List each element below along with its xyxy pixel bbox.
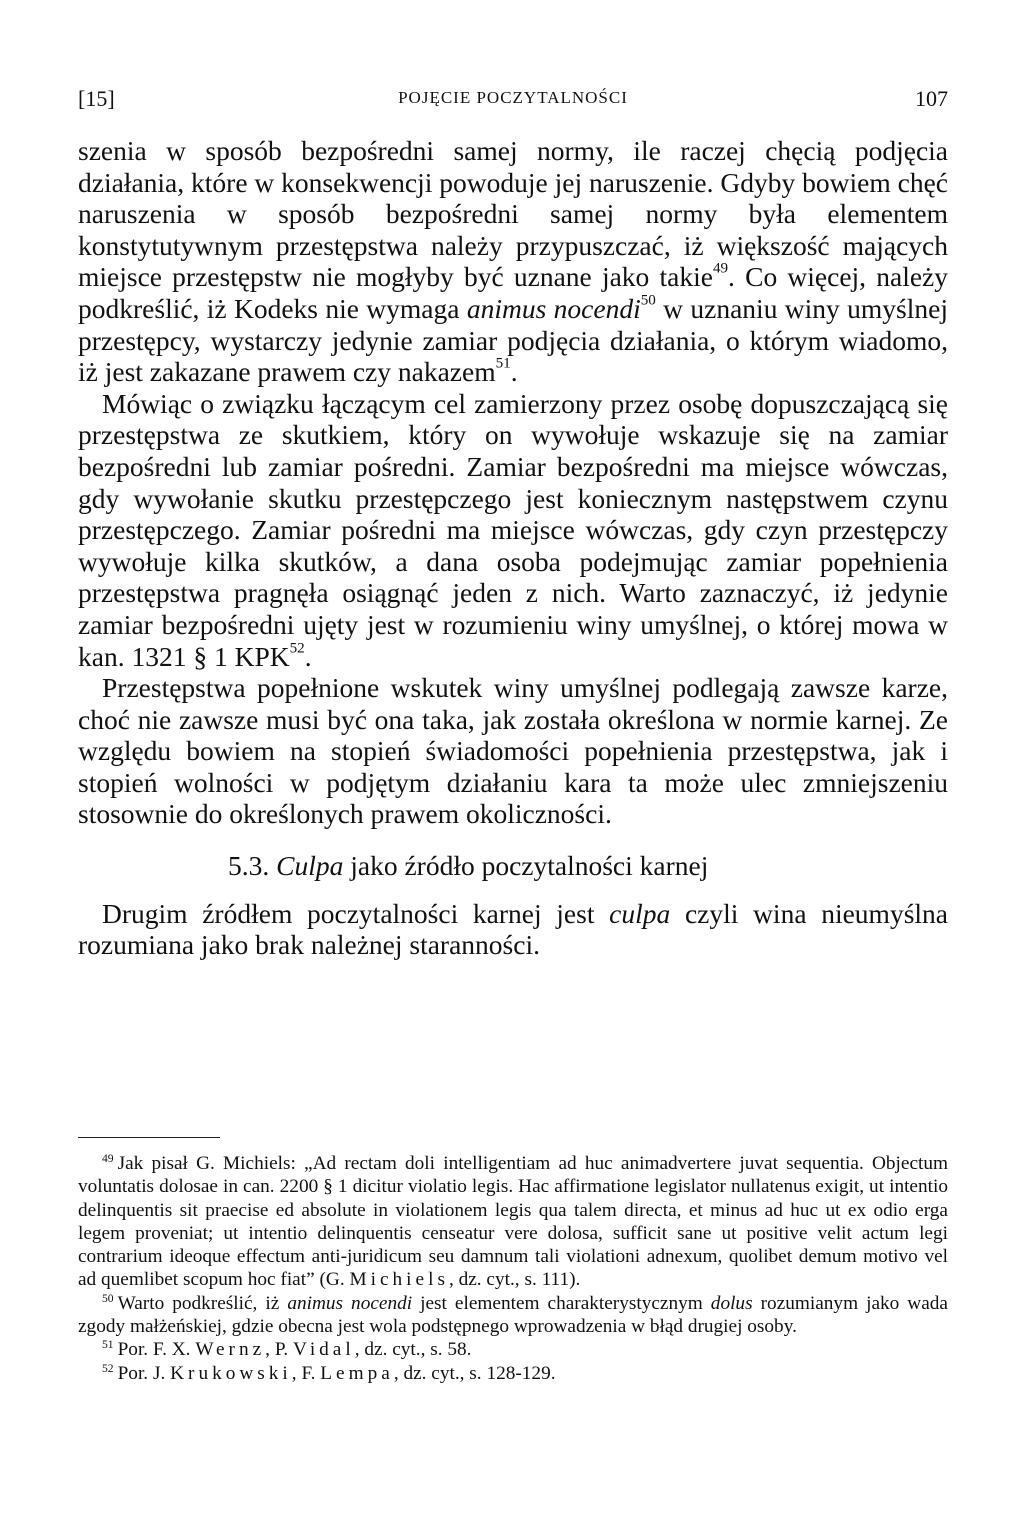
footnote-50: $^{50}$ Warto podkreślić, iż animus nocendi jest elementem charakterystycznym dolus rozumianym jako wada zgody małżeńskiej, gdzie obecna jest wola podstępnego wprowadzenia w błąd drugiej osoby.	[78, 1291, 948, 1338]
footnote-separator	[78, 1137, 220, 1138]
running-header	[78, 86, 948, 116]
paragraph-3: Przestępstwa popełnione wskutek winy umyślnej podlegają zawsze karze, choć nie zawsze musi być ona taka, jak została określona w normie karnej. Ze względu bowiem na stopień świadomości popełnienia przestępstwa, jak i stopień wolności w podjętym działaniu kara ta może ulec zmniejszeniu stosownie do określonych prawem okoliczności.	[78, 672, 948, 830]
footnotes	[78, 1152, 948, 1385]
footnote-ref-51: 51	[495, 355, 511, 372]
main-text	[78, 135, 948, 961]
section-number: [15]	[78, 86, 115, 111]
footnote-51: $^{51}$ Por. F. X. Wernz, P. Vidal, dz. cyt., s. 58.	[102, 1338, 472, 1361]
paragraph-2: Mówiąc o związku łączącym cel zamierzony przez osobę dopuszczającą się przestępstwa ze skutkiem, który on wywołuje wskazuje się na zamiar bezpośredni lub zamiar pośredni. Zamiar bezpośredni ma miejsce wówczas, gdy wywołanie skutku przestępczego jest koniecznym następstwem czynu przestępczego. Zamiar pośredni ma miejsce wówczas, gdy czyn przestępczy wywołuje kilka skutków, a dana osoba podejmując zamiar popełnienia przestępstwa pragnęła osiągnąć jeden z nich. Warto zaznaczyć, iż jedynie zamiar bezpośredni ujęty jest w rozumieniu winy umyślnej, o której mowa w kan. 1321 § 1 KPK$^{52}$.	[78, 387, 948, 672]
footnote-ref-52: 52	[289, 639, 305, 656]
running-title: POJĘCIE POCZYTALNOŚCI	[398, 88, 628, 107]
section-heading: 5.3. Culpa jako źródło poczytalności karnej	[228, 850, 709, 882]
footnote-52: $^{52}$ Por. J. Krukowski, F. Lempa, dz. cyt., s. 128-129.	[102, 1361, 556, 1384]
latin-term: animus nocendi	[466, 292, 641, 324]
page-number: 107	[915, 86, 948, 111]
footnote-ref-49: 49	[712, 260, 729, 277]
footnote-ref-50: 50	[640, 292, 656, 309]
footnote-49: $^{49}$ Jak pisał G. Michiels: „Ad rectam doli intelligentiam ad huc animadvertere juvat sequentia. Objectum voluntatis dolosae in can. 2200 § 1 dicitur violatio legis. Hac affirmatione legislator nullatenus exigit, ut intentio delinquentis sit praecise ed absolute in violationem legis qua talem directa, et minus ad huc ut ex odio erga legem proveniat; ut intentio delinquentis censeatur vere dolosa, sufficit sane ut positive velit actum legi contrarium ideoque effectum anti-juridicum seu damnum tali violationi adnexum, quolibet demum motivo vel ad quemlibet scopum hoc fiat” (G. Michiels, dz. cyt., s. 111).	[78, 1152, 948, 1291]
paragraph-1: szenia w sposób bezpośredni samej normy, ile raczej chęcią podjęcia działania, które w konsekwencji powoduje jej naruszenie. Gdyby bowiem chęć naruszenia w sposób bezpośredni samej normy była elementem konstytutywnym przestępstwa należy przypuszczać, iż większość mających miejsce przestępstw nie mogłyby być uznane jako takie$^{49}$. Co więcej, należy podkreślić, iż Kodeks nie wymaga animus nocendi$^{50}$ w uznaniu winy umyślnej przestępcy, wystarczy jedynie zamiar podjęcia działania, o którym wiadomo, iż jest zakazane prawem czy nakazem$^{51}$.	[78, 135, 948, 388]
paragraph-4: Drugim źródłem poczytalności karnej jest culpa czyli wina nieumyślna rozumiana jako brak należnej staranności.	[78, 897, 948, 961]
